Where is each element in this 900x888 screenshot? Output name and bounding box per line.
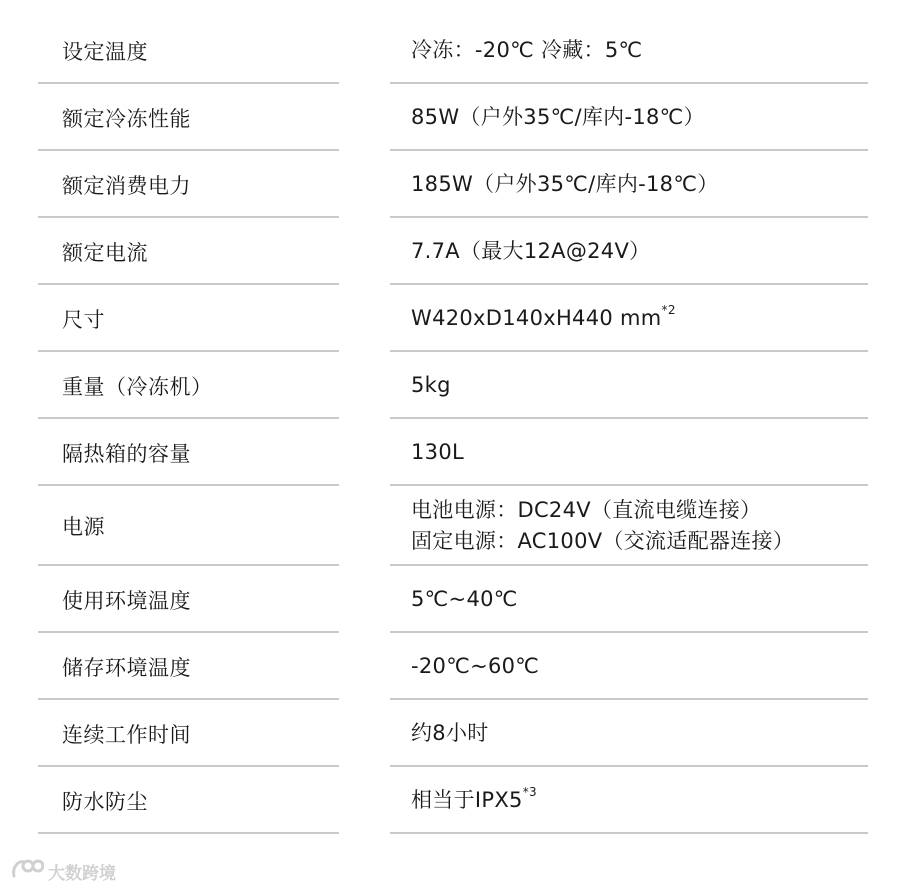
spec-row-weight [0, 352, 900, 419]
spec-row-waterproof [0, 767, 900, 834]
spec-value: 约8小时 [411, 721, 489, 745]
spec-value-text: 相当于IPX5 [411, 788, 523, 812]
watermark-text: 大数跨境 [48, 864, 116, 884]
spec-label: 使用环境温度 [62, 588, 191, 613]
spec-value: 85W（户外35℃/库内-18℃） [411, 105, 705, 129]
spec-value [411, 303, 676, 334]
logo-icon [10, 856, 44, 887]
spec-row-power-consumption [0, 151, 900, 218]
spec-label: 尺寸 [62, 307, 105, 332]
spec-value-line: 固定电源：AC100V（交流适配器连接） [411, 529, 795, 553]
watermark [10, 856, 116, 887]
spec-value: 7.7A（最大12A@24V） [411, 239, 651, 263]
spec-value: -20℃~60℃ [411, 654, 540, 678]
spec-value: 5kg [411, 373, 451, 397]
spec-label: 储存环境温度 [62, 655, 191, 680]
spec-label: 电源 [62, 515, 105, 539]
footnote-marker: *2 [661, 303, 676, 317]
spec-value [411, 495, 794, 557]
spec-value-line: 电池电源：DC24V（直流电缆连接） [411, 498, 762, 522]
footnote-marker: *3 [522, 785, 537, 799]
spec-row-dimensions [0, 285, 900, 352]
spec-row-continuous-operation [0, 700, 900, 767]
spec-row-power-source [0, 486, 900, 566]
spec-label: 防水防尘 [62, 789, 148, 814]
spec-table [0, 17, 900, 834]
spec-value: 5℃~40℃ [411, 587, 518, 611]
spec-label: 重量（冷冻机） [62, 374, 213, 399]
spec-label: 隔热箱的容量 [62, 441, 191, 466]
spec-label: 额定冷冻性能 [62, 106, 191, 131]
spec-value-text: W420xD140xH440 mm [411, 306, 662, 330]
spec-row-capacity [0, 419, 900, 486]
spec-value: 130L [411, 440, 464, 464]
spec-label: 连续工作时间 [62, 722, 191, 747]
spec-label: 设定温度 [62, 39, 148, 64]
spec-label: 额定消费电力 [62, 173, 191, 198]
spec-value [411, 785, 537, 816]
spec-row-storage-temperature [0, 633, 900, 700]
spec-row-set-temperature [0, 17, 900, 84]
spec-row-rated-current [0, 218, 900, 285]
spec-value: 185W（户外35℃/库内-18℃） [411, 172, 719, 196]
spec-row-freezing-performance [0, 84, 900, 151]
spec-row-operating-temperature [0, 566, 900, 633]
spec-label: 额定电流 [62, 240, 148, 265]
spec-value: 冷冻：-20℃ 冷藏：5℃ [411, 38, 643, 62]
